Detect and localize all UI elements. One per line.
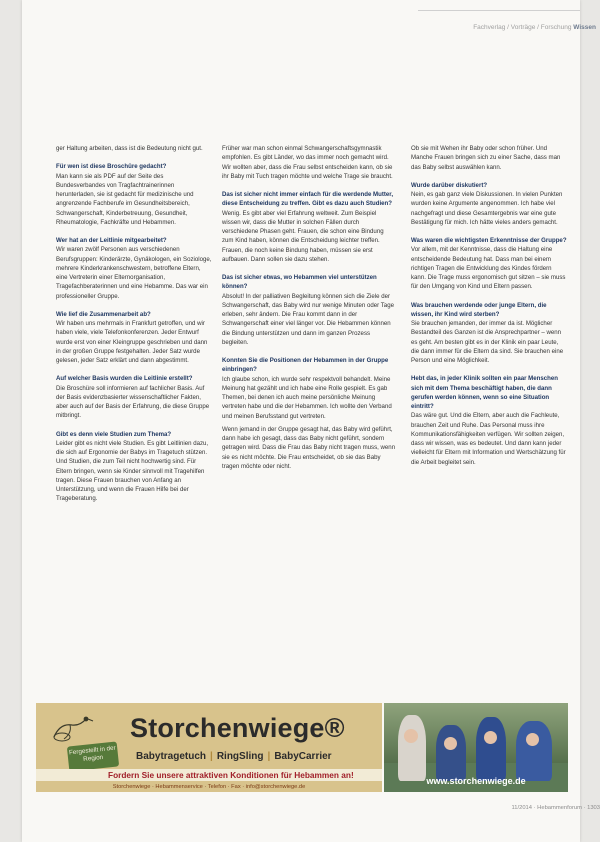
paragraph: Ob sie mit Wehen ihr Baby oder schon früher. Und Manche Frauen bringen sich zu einer Sache, dass man das Baby selbst auswählen kann. (411, 145, 561, 171)
paragraph: Wenig. Es gibt aber viel Erfahrung weltweit. Zum Beispiel wissen wir, dass die Mutter in solchen Fällen durch verschiedene Phasen geht. Frauen, die schon eine Bindung zum Kind haben, können die Entscheidung leichter treffen. Frauen, die noch keine Bindung haben, müssen sie erst aufbauen. Dann sollen sie dazu stehen. (222, 209, 384, 263)
baby-figure (484, 731, 497, 744)
cta-text[interactable]: Fordern Sie unsere attraktiven Konditionen für Hebammen an! (108, 770, 354, 780)
separator: | (267, 751, 271, 762)
paragraph: Nein, es gab ganz viele Diskussionen. In vielen Punkten wurden keine Argumente angenommen. Ich habe viel nachgefragt und diese Gesamtergebnis war eine gute Bestätigung für mich. Ich hätte vieles anders gemacht. (411, 191, 563, 226)
brand-name: Storchenwiege® (130, 713, 345, 743)
question-heading: Wurde darüber diskutiert? (411, 181, 488, 189)
column-2 (222, 144, 396, 471)
column-1 (56, 144, 213, 504)
parent-figure (436, 725, 466, 781)
paragraph: Früher war man schon einmal Schwangerschaftsgymnastik empfohlen. Es gibt Länder, wo das immer noch gemacht wird. Wir wollten aber, dass die Frau selbst entscheiden kann, ob sie ihr Baby mit Tuch tragen möchte und welche Trage sie braucht. (222, 145, 393, 180)
question-heading: Konnten Sie die Positionen der Hebammen in der Gruppe einbringen? (222, 357, 389, 374)
paragraph: Wir waren zwölf Personen aus verschiedenen Berufsgruppen: Kinderärzte, Gynäkologen, ein Soziologe, mehrere Kinderkrankenschwestern, betroffene Eltern, eine Vertreterin einer Elternorganisation, Tragefachberaterinnen und eine Hebamme. Das war ein professioneller Gruppe. (56, 246, 212, 300)
header-highlight: Wissen (573, 24, 596, 31)
product-item: BabyCarrier (274, 751, 332, 762)
question-heading: Wer hat an der Leitlinie mitgearbeitet? (56, 237, 167, 244)
question-heading: Wie lief die Zusammenarbeit ab? (56, 310, 151, 318)
paragraph: Die Broschüre soll informieren auf fachlicher Basis. Auf der Basis evidenzbasierter wissenschaftlicher Fakten, aber auch auf der Basis der Erfahrung, die diese Gruppe mitbringt. (56, 384, 210, 420)
paragraph: Leider gibt es nicht viele Studien. Es gibt Leitlinien dazu, die sich auf Ergonomie der Babys im Tragetuch stützen. Und Studien, die zum Teil nicht hochwertig sind. Für Eltern bringen, wenn sie Kinder sinnvoll mit Tragehilfen tragen. Diese Frauen brauchen von Anfang an Unterstützung, und wenn die Frauen Hilfe bei der Trageberatung. (56, 439, 209, 503)
question-heading: Was waren die wichtigsten Erkenntnisse der Gruppe? (411, 237, 567, 244)
paragraph: Wir haben uns mehrmals in Frankfurt getroffen, und wir haben viele, viele Telefonkonferenzen. Jeder Entwurf wurde erst von einer Kleingruppe geschrieben und dann in der großen Gruppe festgehalten. Jeder Satz wurde gelesen, jeder Satz erklärt und dann abgestimmt. (56, 320, 208, 364)
header-rule (418, 10, 580, 11)
paragraph: Sie brauchen jemanden, der immer da ist. Möglicher Bestandteil des Ganzen ist die Ansprechpartner – wenn es geht. Am besten gibt es in der Klinik ein paar Leute, die dann immer für die Eltern da sind. Sie brauchen eine Person und eine Möglichkeit. (411, 320, 564, 364)
separator: | (210, 751, 213, 762)
advertisement[interactable] (36, 703, 568, 792)
region-badge: Fergestellt in der Region (67, 741, 119, 771)
paragraph: Absolut! In der palliativen Begleitung können sich die Ziele der Schwangerschaft, das Baby wird nur wenige Minuten oder Tage erleben, sehr ändern. Die Frau kommt dann in der Schwangerschaft einer viel länger vor. Die Hebammen können die Bindung unterstützen und dann im ganzen Prozess begleiten. (222, 292, 394, 346)
question-heading: Das ist sicher etwas, wo Hebammen viel unterstützen können? (222, 274, 377, 291)
page-header (418, 24, 596, 36)
question-heading: Was brauchen werdende oder junge Eltern, die wissen, ihr Kind wird sterben? (411, 301, 547, 318)
article-body (22, 144, 580, 684)
paragraph: Man kann sie als PDF auf der Seite des Bundesverbandes von Tragfachtrainerinnen herunterladen, sie ist gedacht für medizinische und angrenzende Fachberufe im Gesundheitsbereich, Schwangerschaft, Kinderbetreuung, Gesundheit, Rheumatologie, Fachkräfte und Hebammen. (56, 172, 194, 226)
product-item: RingSling (216, 751, 264, 762)
question-heading: Für wen ist diese Broschüre gedacht? (56, 163, 167, 171)
question-heading: Hebt das, in jeder Klinik sollten ein paar Menschen sich mit dem Thema beschäftigt haben, die dann gerufen werden können, wenn so eine Situation eintritt? (411, 375, 558, 410)
baby-figure (526, 733, 539, 746)
parent-figure (398, 715, 426, 781)
contact-line: Storchenwiege · Hebammenservice · Telefon · Fax · info@storchenwiege.de (112, 784, 306, 790)
ad-text-panel (36, 703, 382, 792)
column-3 (411, 144, 568, 467)
question-heading: Auf welcher Basis wurden die Leitlinie erstellt? (56, 375, 193, 383)
ad-photo (384, 703, 568, 792)
paragraph: Das wäre gut. Und die Eltern, aber auch die Fachleute, brauchen Zeit und Ruhe. Das Personal muss ihre Kommunikationsfähigkeiten verfügen. Wir sollten zeigen, dass wir wissen, was es bedeutet. Und dann kann jeder vielleicht für Eltern mit Information und Wertschätzung für die Arbeit begleitet sein. (411, 412, 566, 466)
stork-logo-icon (50, 711, 94, 745)
paragraph: Ich glaube schon, ich wurde sehr respektvoll behandelt. Meine Meinung hat gezählt und ich habe eine Rolle gespielt. Es gab Themen, bei denen ich auch meine persönliche Meinung vertreten habe und die der Hebammen. Ich wollte den Verband und meinen Berufsstand gut vertreten. (222, 375, 392, 420)
product-list (136, 751, 332, 762)
parent-figure (476, 717, 506, 781)
baby-figure (404, 729, 418, 743)
question-heading: Das ist sicher nicht immer einfach für die werdende Mutter, diese Entscheidung zu treffen. Gibt es dazu auch Studien? (222, 191, 394, 208)
paragraph: Vor allem, mit der Kenntnisse, dass die Haltung eine entscheidende Bedeutung hat. Dass man bei einem richtigen Tragen die Entwicklung des Kindes fördern kann. Die Trage muss ergonomisch gut sitzen – sie muss für den Umgang von Kind und Eltern passen. (411, 246, 566, 291)
question-heading: Gibt es denn viele Studien zum Thema? (56, 430, 172, 438)
baby-figure (444, 737, 457, 750)
parent-figure (516, 721, 552, 781)
product-item: Babytragetuch (136, 751, 207, 762)
paragraph: ger Haltung arbeiten, dass ist die Bedeutung nicht gut. (56, 145, 203, 152)
header-section: Fachverlag / Vorträge / Forschung (473, 24, 572, 31)
website-link[interactable]: www.storchenwiege.de (426, 776, 526, 786)
page-footer: 11/2014 · Hebammenforum · 1303 (511, 805, 600, 811)
paragraph: Wenn jemand in der Gruppe gesagt hat, das Baby wird geführt, dann habe ich gesagt, dass das Baby nicht geführt, sondern getragen wird. Dass die Frau das Baby nicht tragen muss, wenn sie es nicht möchte. Die Frau entscheidet, ob sie das Baby tragen möchte oder nicht. (222, 425, 396, 470)
